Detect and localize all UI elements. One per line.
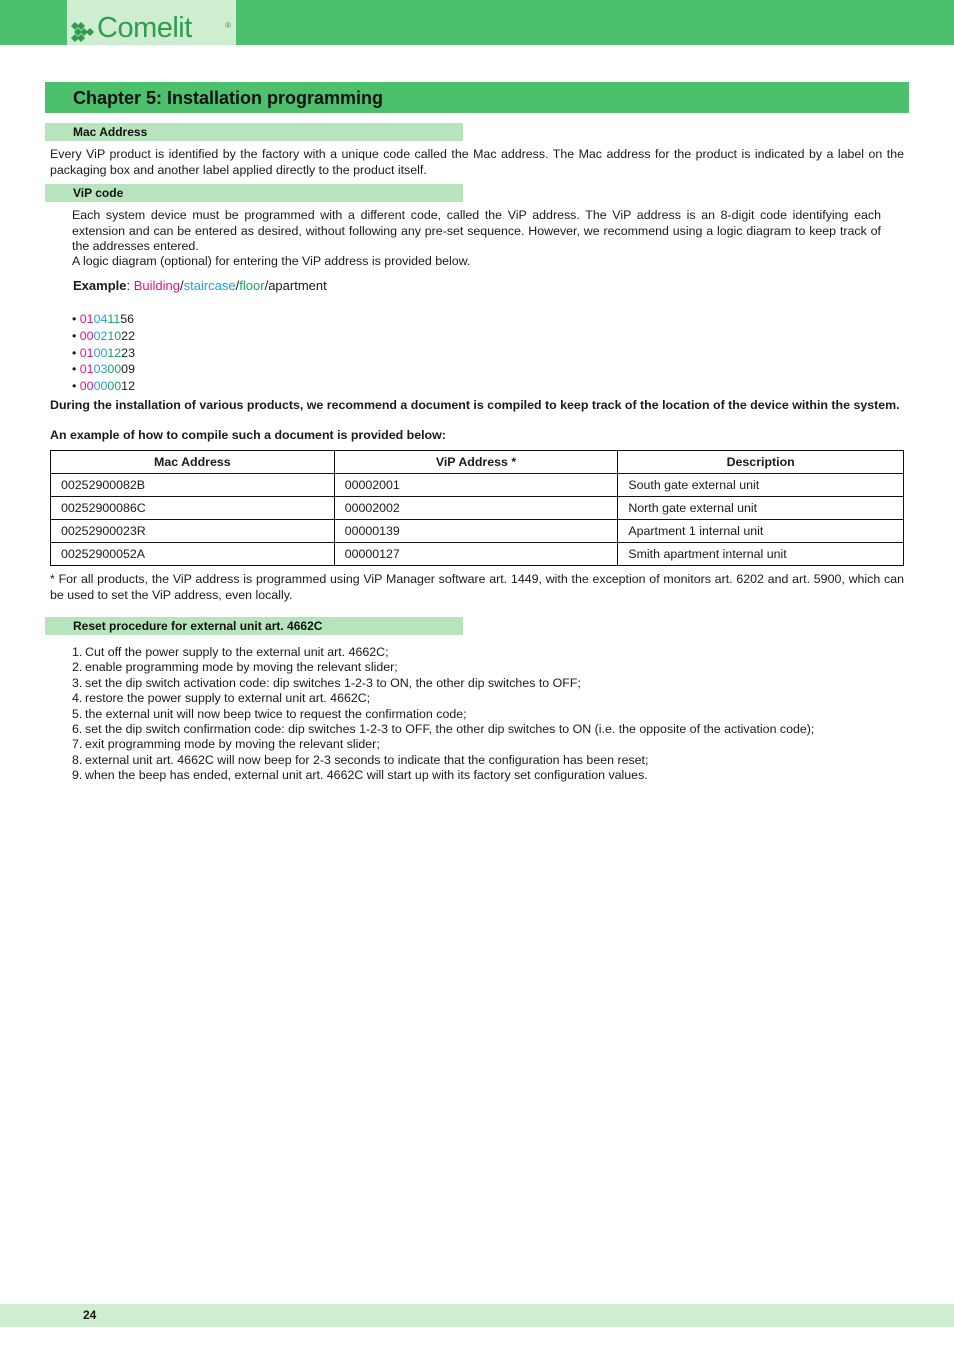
code-building: 01 [79, 312, 94, 326]
table-cell: 00252900082B [51, 474, 335, 497]
list-item [72, 378, 135, 395]
list-item [72, 328, 135, 345]
section-heading-label: Reset procedure for external unit art. 4662C [73, 619, 323, 633]
list-item [72, 691, 814, 706]
list-item [72, 311, 135, 328]
table-footnote: * For all products, the ViP address is programmed using ViP Manager software art. 1449, with the exception of monitors art. 6202 and art. 5900, which can be used to set the ViP address, even locally. [50, 572, 904, 602]
table-cell: 00002002 [334, 497, 618, 520]
table-cell: Apartment 1 internal unit [618, 520, 904, 543]
table-cell: 00002001 [334, 474, 618, 497]
vip-code-examples [72, 311, 135, 395]
step-text: the external unit will now beep twice to request the confirmation code; [85, 706, 467, 721]
step-text: set the dip switch confirmation code: dip switches 1-2-3 to OFF, the other dip switches to ON (i.e. the opposite of the activation code); [85, 722, 815, 737]
code-building: 01 [79, 362, 94, 377]
section-heading-reset [45, 617, 463, 635]
table-cell: North gate external unit [618, 497, 904, 520]
column-header: Mac Address [51, 451, 335, 474]
comelit-logo-icon [71, 22, 97, 42]
step-text: external unit art. 4662C will now beep for 2-3 seconds to indicate that the configuration has been reset; [85, 752, 649, 767]
code-apartment: 12 [121, 379, 135, 394]
code-apartment: 09 [121, 362, 135, 377]
mac-paragraph: Every ViP product is identified by the factory with a unique code called the Mac address. The Mac address for the product is indicated by a label on the packaging box and another label applied directly to the product itself. [50, 147, 904, 177]
code-floor: 00 [107, 362, 122, 377]
legend-staircase: staircase [183, 278, 236, 293]
legend-separator: / [179, 278, 184, 293]
list-item [72, 753, 814, 768]
code-building: 00 [79, 328, 94, 343]
table-row [51, 543, 904, 566]
code-staircase: 02 [93, 328, 108, 343]
section-heading-mac [45, 123, 463, 141]
install-note-example: An example of how to compile such a document is provided below: [50, 428, 446, 442]
step-number: 7. [72, 737, 83, 752]
column-header: Description [618, 451, 904, 474]
table-row [51, 497, 904, 520]
code-floor: 12 [107, 345, 122, 360]
legend-building: Building [133, 278, 180, 293]
reset-steps [72, 645, 814, 784]
section-heading-label: Mac Address [73, 125, 148, 139]
step-number: 5. [72, 706, 83, 721]
column-header: ViP Address * [334, 451, 618, 474]
list-item [72, 361, 135, 378]
list-item [72, 722, 814, 737]
code-floor: 00 [107, 379, 122, 394]
header-bar [0, 0, 954, 45]
code-staircase: 03 [93, 362, 108, 377]
install-note: During the installation of various products, we recommend a document is compiled to keep track of the location of the device within the system. [50, 398, 900, 412]
logo-wordmark: Comelit [97, 12, 192, 44]
code-staircase: 04 [93, 312, 108, 326]
step-number: 4. [72, 691, 83, 706]
table-cell: 00252900023R [51, 520, 335, 543]
step-text: restore the power supply to external unit art. 4662C; [85, 691, 371, 706]
device-table [50, 450, 904, 566]
table-cell: 00252900052A [51, 543, 335, 566]
section-heading-label: ViP code [73, 186, 124, 200]
table-cell: South gate external unit [618, 474, 904, 497]
example-colon: : [126, 278, 134, 293]
step-text: when the beep has ended, external unit art. 4662C will start up with its factory set configuration values. [85, 768, 648, 783]
table-row [51, 520, 904, 543]
legend-separator: / [235, 278, 240, 293]
code-floor: 11 [107, 312, 121, 326]
step-number: 3. [72, 675, 83, 690]
step-number: 2. [72, 660, 83, 675]
code-apartment: 22 [121, 328, 135, 343]
step-text: Cut off the power supply to the external unit art. 4662C; [85, 645, 389, 659]
step-number: 6. [72, 722, 83, 737]
table-row [51, 474, 904, 497]
table-cell: 00000139 [334, 520, 618, 543]
code-staircase: 00 [93, 379, 108, 394]
step-number: 1. [72, 645, 83, 659]
list-item [72, 707, 814, 722]
step-number: 9. [72, 768, 83, 783]
legend-separator: / [264, 278, 269, 293]
list-item [72, 676, 814, 691]
vip-paragraph: Each system device must be programmed with a different code, called the ViP address. The ViP address is an 8-digit code identifying each extension and can be entered as desired, without following any pre-set sequence. However, we recommend using a logic diagram to keep track of the addresses entered. [72, 208, 881, 253]
vip-example-legend [73, 278, 327, 293]
code-building: 01 [79, 345, 94, 360]
step-text: enable programming mode by moving the relevant slider; [85, 660, 398, 675]
page-footer [0, 1304, 954, 1327]
registered-mark: ® [225, 21, 231, 30]
page-number: 24 [83, 1308, 97, 1322]
list-item [72, 660, 814, 675]
table-header-row [51, 451, 904, 474]
code-building: 00 [79, 379, 94, 394]
code-apartment: 23 [121, 345, 135, 360]
legend-floor: floor [239, 278, 265, 293]
list-item [72, 768, 814, 783]
step-text: set the dip switch activation code: dip switches 1-2-3 to ON, the other dip switches to OFF; [85, 675, 581, 690]
list-item [72, 645, 814, 660]
table-cell: Smith apartment internal unit [618, 543, 904, 566]
example-label: Example [73, 278, 127, 293]
chapter-banner [45, 82, 909, 113]
list-item [72, 737, 814, 752]
step-text: exit programming mode by moving the relevant slider; [85, 737, 380, 752]
table-cell: 00252900086C [51, 497, 335, 520]
code-floor: 10 [107, 328, 122, 343]
vip-diagram-note: A logic diagram (optional) for entering the ViP address is provided below. [72, 254, 471, 268]
code-apartment: 56 [120, 312, 135, 326]
section-heading-vip [45, 184, 463, 202]
chapter-title: Chapter 5: Installation programming [73, 88, 384, 108]
step-number: 8. [72, 752, 83, 767]
code-staircase: 00 [93, 345, 108, 360]
legend-apartment: apartment [268, 278, 327, 293]
list-item [72, 345, 135, 362]
brand-logo [67, 0, 236, 45]
table-cell: 00000127 [334, 543, 618, 566]
